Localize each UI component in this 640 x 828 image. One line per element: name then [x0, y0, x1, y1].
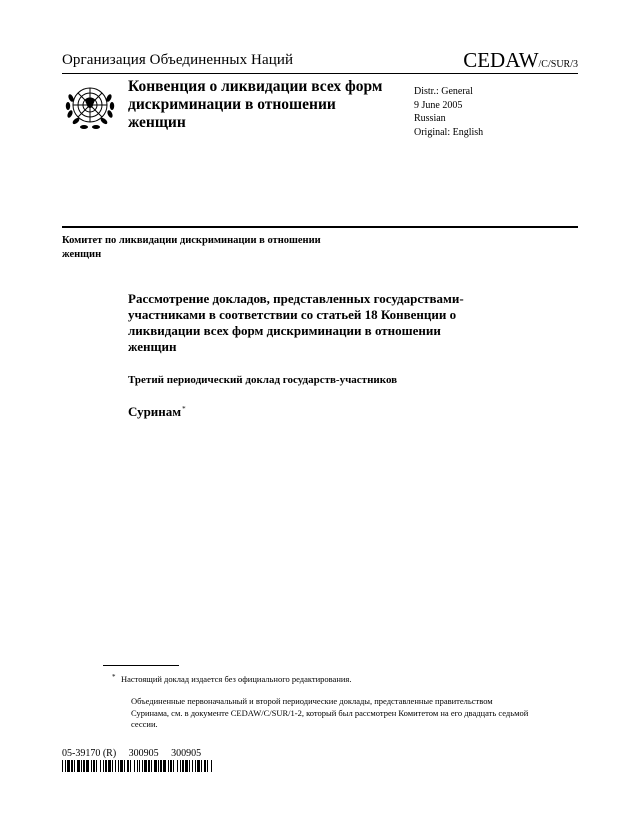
committee-name: Комитет по ликвидации дискриминации в отношении женщин — [62, 235, 321, 260]
job-number: 05-39170 (R) — [62, 748, 117, 759]
header-rule — [62, 73, 578, 74]
document-symbol-main: CEDAW — [463, 48, 539, 72]
footnote-marker: * — [182, 404, 186, 413]
organization-name: Организация Объединенных Наций — [62, 52, 294, 68]
footnote-1-text: Настоящий доклад издается без официального редактирования. — [121, 674, 352, 684]
convention-title: Конвенция о ликвидации всех форм дискриминации в отношении женщин — [128, 78, 383, 131]
print-date-2: 300905 — [171, 748, 202, 759]
original-language: Original: English — [414, 126, 484, 138]
document-date: 9 June 2005 — [414, 99, 463, 111]
print-date-1: 300905 — [128, 748, 159, 759]
job-number-line — [62, 748, 211, 759]
footnote-rule — [103, 665, 179, 666]
document-subheading: Третий периодический доклад государств-участников — [128, 374, 398, 386]
barcode-icon — [62, 760, 212, 772]
footnote-2-text: Объединенные первоначальный и второй периодические доклады, представленные правительством Суринама, см. в документе CEDAW/C/SUR/1-2, который был рассмотрен Комитетом на его двадцать седьмой сессии. — [131, 696, 529, 729]
distribution-status: Distr.: General — [414, 86, 473, 97]
document-language: Russian — [414, 113, 446, 124]
country-name: Суринам — [128, 404, 182, 419]
footnote-1 — [112, 673, 521, 686]
document-symbol-suffix: /C/SUR/3 — [538, 59, 578, 70]
un-emblem-icon — [63, 80, 117, 134]
footnote-1-marker: * — [112, 673, 116, 681]
country-title — [128, 404, 186, 420]
distribution-block — [414, 85, 483, 139]
document-heading: Рассмотрение докладов, представленных государствами-участниками в соответствии со статьей 18 Конвенции о ликвидации всех форм дискриминации в отношении женщин — [128, 291, 464, 354]
document-symbol — [463, 48, 578, 73]
section-rule — [62, 226, 578, 228]
